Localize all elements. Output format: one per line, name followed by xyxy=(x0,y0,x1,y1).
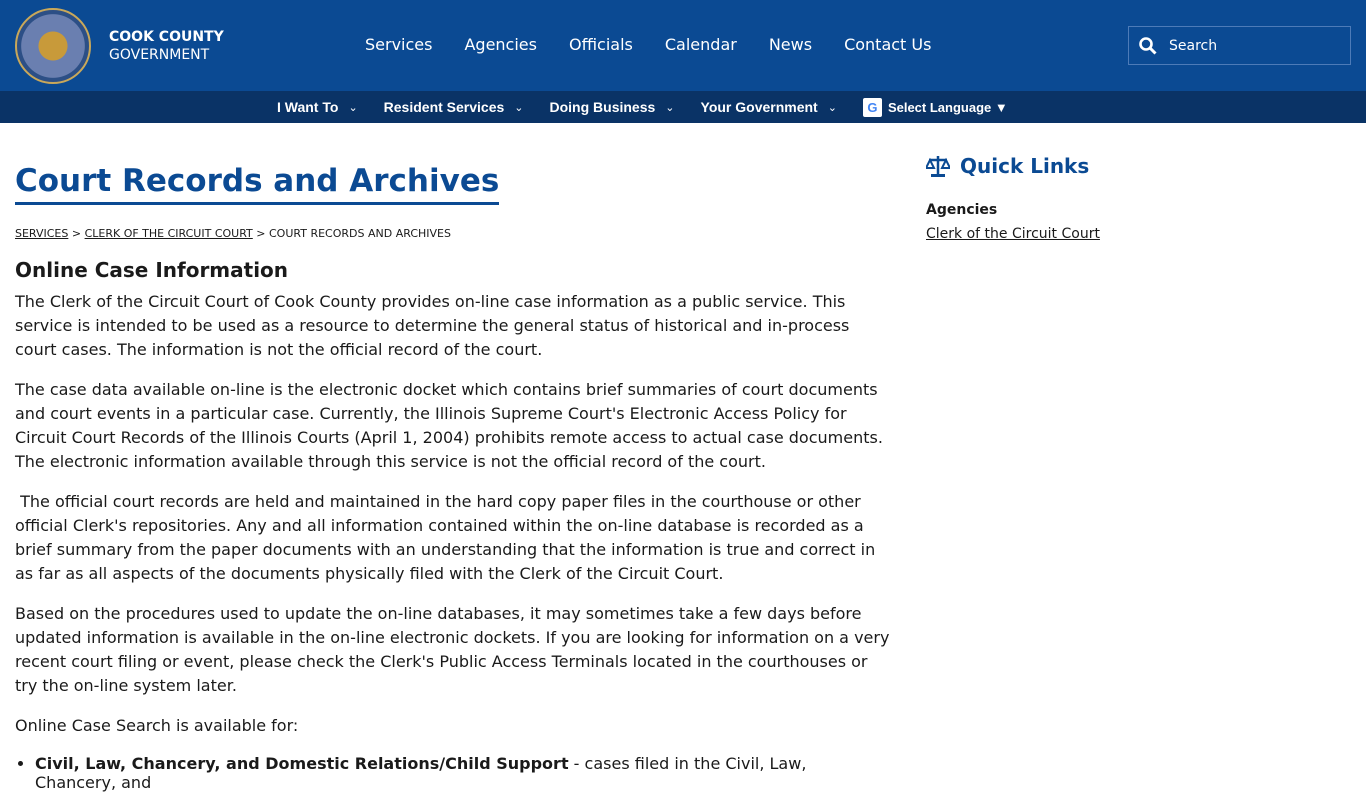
page-title: Court Records and Archives xyxy=(15,160,499,205)
main-content xyxy=(15,160,890,792)
chevron-down-icon: ⌄ xyxy=(514,101,524,114)
brand-line1: COOK COUNTY xyxy=(109,29,224,45)
nav-news[interactable]: News xyxy=(768,35,813,54)
list-item-text: - cases filed in the Civil, Law, Chancery, and xyxy=(35,754,807,792)
chevron-down-icon: ⌄ xyxy=(348,101,358,114)
nav-officials[interactable]: Officials xyxy=(568,35,633,54)
language-label: Select Language ▼ xyxy=(887,99,1008,115)
scales-icon xyxy=(926,155,950,177)
section-heading: Online Case Information xyxy=(15,258,289,282)
subnav-label: Resident Services xyxy=(383,99,505,115)
breadcrumb-services[interactable]: SERVICES xyxy=(15,227,69,240)
header xyxy=(0,0,1366,91)
breadcrumb: SERVICES > CLERK OF THE CIRCUIT COURT > COURT RECORDS AND ARCHIVES xyxy=(15,227,451,240)
brand-line2: GOVERNMENT xyxy=(109,47,210,63)
language-select[interactable] xyxy=(863,98,1008,117)
secondary-nav xyxy=(0,91,1366,123)
agencies-label: Agencies xyxy=(926,202,998,218)
list-item xyxy=(35,754,890,792)
chevron-down-icon: ⌄ xyxy=(827,101,837,114)
subnav-doing-business[interactable] xyxy=(550,99,675,115)
clerk-link[interactable]: Clerk of the Circuit Court xyxy=(926,226,1100,242)
nav-calendar[interactable]: Calendar xyxy=(664,35,737,54)
subnav-label: I Want To xyxy=(277,99,339,115)
breadcrumb-current: COURT RECORDS AND ARCHIVES xyxy=(269,227,451,240)
paragraph: The official court records are held and maintained in the hard copy paper files in the courthouse or other official Clerk's repositories. Any and all information contained within the on-line database is recorded as a brief summary from the paper documents with an understanding that the information is true and correct in as far as all aspects of the documents physically filed with the Clerk of the Circuit Court. xyxy=(15,492,881,583)
cook-county-seal-logo[interactable] xyxy=(15,8,91,84)
paragraph: Online Case Search is available for: xyxy=(15,716,299,735)
paragraph: The Clerk of the Circuit Court of Cook County provides on-line case information as a public service. This service is intended to be used as a resource to determine the general status of historical and in-process court cases. The information is not the official record of the court. xyxy=(15,292,850,359)
subnav-resident-services[interactable] xyxy=(384,99,524,115)
chevron-down-icon: ⌄ xyxy=(665,101,675,114)
breadcrumb-clerk[interactable]: CLERK OF THE CIRCUIT COURT xyxy=(84,227,253,240)
search-box xyxy=(1128,26,1351,65)
subnav-your-government[interactable] xyxy=(701,99,837,115)
sidebar xyxy=(926,154,1100,242)
search-input[interactable] xyxy=(1169,38,1339,54)
search-icon[interactable] xyxy=(1139,37,1157,55)
google-icon: G xyxy=(863,98,882,117)
list-item-title: Civil, Law, Chancery, and Domestic Relations/Child Support xyxy=(35,754,569,773)
subnav-i-want-to[interactable] xyxy=(277,99,358,115)
main-nav xyxy=(365,35,931,54)
brand[interactable] xyxy=(109,28,224,64)
paragraph: The case data available on-line is the electronic docket which contains brief summaries of court documents and court events in a particular case. Currently, the Illinois Supreme Court's Electronic Access Policy for Circuit Court Records of the Illinois Courts (April 1, 2004) prohibits remote access to actual case documents. The electronic information available through this service is not the official record of the court. xyxy=(15,380,883,471)
subnav-label: Doing Business xyxy=(549,99,656,115)
nav-agencies[interactable]: Agencies xyxy=(464,35,537,54)
paragraph: Based on the procedures used to update the on-line databases, it may sometimes take a few days before updated information is available in the on-line electronic dockets. If you are looking for information on a very recent court filing or event, please check the Clerk's Public Access Terminals located in the courthouses or try the on-line system later. xyxy=(15,604,890,695)
case-type-list xyxy=(35,754,890,792)
nav-contact-us[interactable]: Contact Us xyxy=(844,35,932,54)
quick-links-title: Quick Links xyxy=(960,154,1090,178)
nav-services[interactable]: Services xyxy=(365,35,433,54)
subnav-label: Your Government xyxy=(700,99,818,115)
